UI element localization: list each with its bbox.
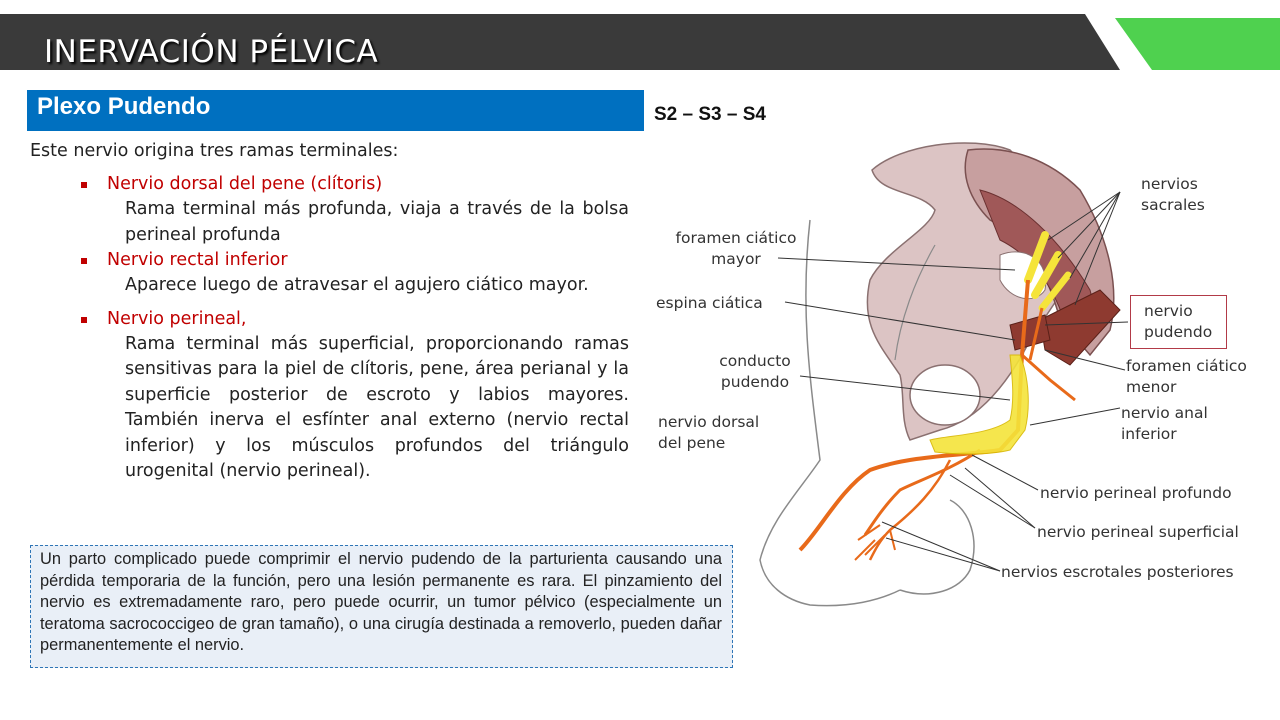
- clinical-note-box: Un parto complicado puede comprimir el nervio pudendo de la parturienta causando una pérdida temporaria de la función, pero una lesión permanente es rara. El pinzamiento del nervio es extremadamente raro, pero puede ocurrir, un tumor pélvico (especialmente un teratoma sacrococcigeo de gran tamaño), o una cirugía destinada a removerlo, pueden dañar permanentemente el nervio.: [30, 545, 733, 668]
- branch-name: Nervio rectal inferior: [80, 248, 629, 273]
- label-foramen-menor: foramen ciático menor: [1126, 357, 1247, 396]
- label-espina-ciatica: espina ciática: [656, 294, 763, 312]
- label-foramen-mayor: foramen ciático mayor: [675, 229, 797, 268]
- pudendal-anatomy-figure: [650, 130, 1280, 610]
- branch-item: [80, 248, 629, 299]
- spinal-segments-label: S2 – S3 – S4: [654, 104, 766, 125]
- branch-item: [80, 307, 629, 485]
- label-perineal-profundo: nervio perineal profundo: [1040, 484, 1232, 502]
- page-title: INERVACIÓN PÉLVICA: [44, 34, 379, 70]
- branch-description: Rama terminal más superficial, proporcionando ramas sensitivas para la piel de clítoris, pene, área perianal y la superficie posterior de escroto y labios mayores. También inerva el esfínter anal externo (nervio rectal inferior) y los músculos profundos del triángulo urogenital (nervio perineal).: [125, 333, 629, 481]
- branch-description: Aparece luego de atravesar el agujero ciático mayor.: [125, 275, 589, 295]
- label-perineal-superficial: nervio perineal superficial: [1037, 523, 1239, 541]
- title-bar: [0, 14, 1280, 70]
- intro-text: Este nervio origina tres ramas terminales:: [30, 141, 399, 161]
- branch-description: Rama terminal más profunda, viaja a través de la bolsa perineal profunda: [125, 199, 629, 245]
- branch-item: [80, 172, 629, 248]
- label-nervio-anal: nervio anal inferior: [1121, 404, 1208, 443]
- label-nervio-pudendo: nervio pudendo: [1144, 302, 1213, 341]
- label-escrotales: nervios escrotales posteriores: [1001, 563, 1234, 581]
- branch-list: [80, 172, 629, 485]
- label-conducto-pudendo: conducto pudendo: [719, 352, 791, 391]
- section-header: Plexo Pudendo: [27, 90, 644, 131]
- label-nervio-dorsal: nervio dorsal del pene: [658, 413, 760, 452]
- label-nervios-sacrales: nervios sacrales: [1141, 175, 1205, 214]
- branch-name: Nervio perineal,: [80, 307, 629, 332]
- branch-name: Nervio dorsal del pene (clítoris): [80, 172, 629, 197]
